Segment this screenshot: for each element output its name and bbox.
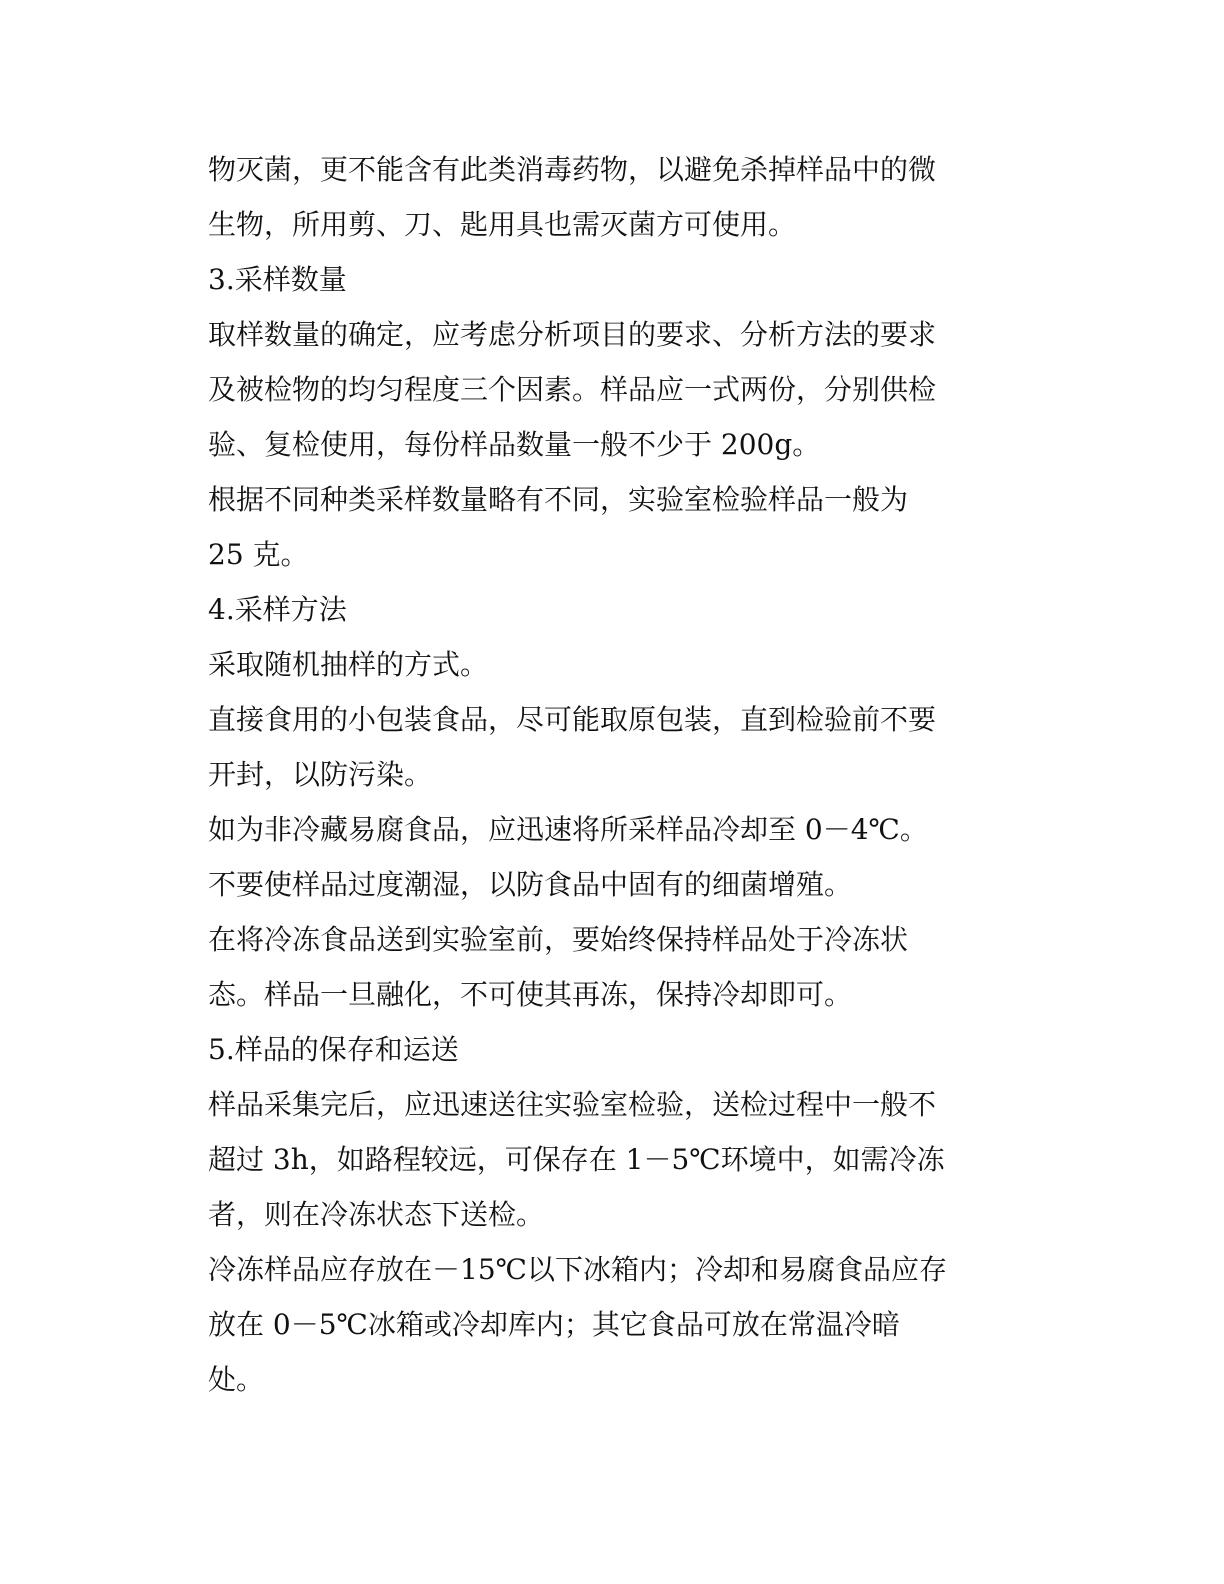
body-line: 样品采集完后，应迅速送往实验室检验，送检过程中一般不 [208, 1088, 937, 1121]
body-line: 超过 3h，如路程较远，可保存在 1－5℃环境中，如需冷冻 [208, 1143, 945, 1176]
body-line: 者，则在冷冻状态下送检。 [208, 1198, 545, 1231]
body-line: 开封，以防污染。 [208, 758, 433, 791]
section-heading-sampling-method: 4.采样方法 [208, 593, 347, 626]
body-line: 不要使样品过度潮湿，以防食品中固有的细菌增殖。 [208, 868, 853, 901]
body-line: 放在 0－5℃冰箱或冷却库内；其它食品可放在常温冷暗 [208, 1308, 900, 1341]
body-line: 采取随机抽样的方式。 [208, 648, 489, 681]
body-line: 验、复检使用，每份样品数量一般不少于 200g。 [208, 428, 821, 461]
body-line: 25 克。 [208, 538, 309, 571]
body-line: 处。 [208, 1363, 265, 1396]
document-body [208, 142, 1008, 1407]
section-heading-sampling-quantity: 3.采样数量 [208, 263, 347, 296]
body-line: 冷冻样品应存放在－15℃以下冰箱内；冷却和易腐食品应存 [208, 1253, 947, 1286]
body-line: 及被检物的均匀程度三个因素。样品应一式两份，分别供检 [208, 373, 937, 406]
body-line: 生物，所用剪、刀、匙用具也需灭菌方可使用。 [208, 208, 797, 241]
body-line: 物灭菌，更不能含有此类消毒药物，以避免杀掉样品中的微 [208, 153, 937, 186]
body-line: 态。样品一旦融化，不可使其再冻，保持冷却即可。 [208, 978, 853, 1011]
section-heading-storage-transport: 5.样品的保存和运送 [208, 1033, 459, 1066]
body-line: 如为非冷藏易腐食品，应迅速将所采样品冷却至 0－4℃。 [208, 813, 928, 846]
body-line: 根据不同种类采样数量略有不同，实验室检验样品一般为 [208, 483, 909, 516]
body-line: 直接食用的小包装食品，尽可能取原包装，直到检验前不要 [208, 703, 937, 736]
body-line: 取样数量的确定，应考虑分析项目的要求、分析方法的要求 [208, 318, 937, 351]
body-line: 在将冷冻食品送到实验室前，要始终保持样品处于冷冻状 [208, 923, 909, 956]
